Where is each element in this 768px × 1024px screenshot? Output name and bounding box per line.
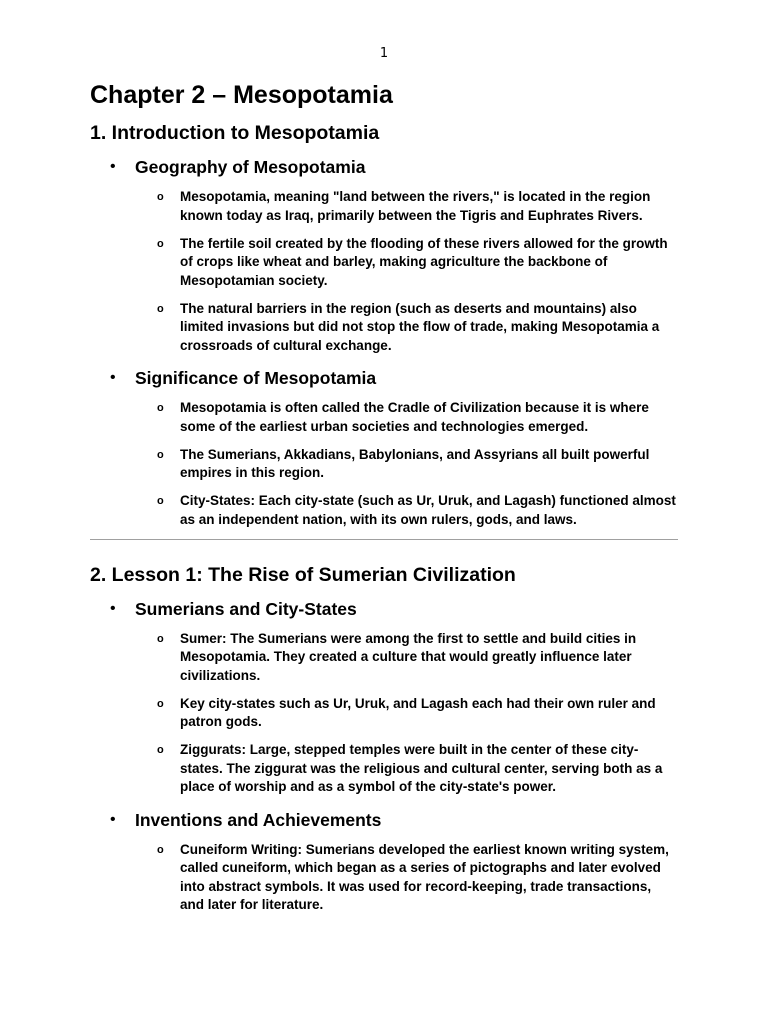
point-text: Key city-states such as Ur, Uruk, and Lagash each had their own ruler and patron gods. xyxy=(180,695,656,729)
point-list xyxy=(135,841,678,915)
list-item xyxy=(135,841,678,915)
point-text: The natural barriers in the region (such as deserts and mountains) also limited invasions but did not stop the flow of trade, making Mesopotamia a crossroads of cultural exchange. xyxy=(180,300,660,353)
list-item xyxy=(135,695,678,732)
section-introduction xyxy=(90,120,678,529)
bullet-icon: • xyxy=(110,599,116,617)
bullet-icon: • xyxy=(110,810,116,828)
sub-bullet-icon: o xyxy=(157,744,164,756)
sub-bullet-icon: o xyxy=(157,448,164,461)
section-lesson-1 xyxy=(90,562,678,915)
point-text: City-States: Each city-state (such as Ur, Uruk, and Lagash) functioned almost as an independent nation, with its own rulers, gods, and laws. xyxy=(180,493,676,527)
list-item xyxy=(135,188,678,225)
page-number: 1 xyxy=(379,46,389,61)
section-title: 1. Introduction to Mesopotamia xyxy=(90,122,380,144)
point-text: Cuneiform Writing: Sumerians developed the earliest known writing system, called cuneiform, which began as a series of pictographs and later evolved into abstract symbols. It was used for record-keeping, trade transactions, and later for literature. xyxy=(180,841,669,912)
topic-geography xyxy=(90,154,678,355)
point-text: Ziggurats: Large, stepped temples were built in the center of these city-states. The ziggurat was the religious and cultural center, serving both as a place of worship and as a symbol of the city-state's power. xyxy=(180,742,663,794)
topic-significance xyxy=(90,365,678,529)
bullet-icon: • xyxy=(110,369,116,386)
bullet-icon: • xyxy=(110,158,116,175)
point-list xyxy=(135,399,678,529)
point-text: Mesopotamia, meaning "land between the rivers," is located in the region known today as Iraq, primarily between the Tigris and Euphrates Rivers. xyxy=(180,189,651,223)
point-text: Sumer: The Sumerians were among the first to settle and build cities in Mesopotamia. They created a culture that would greatly influence later civilizations. xyxy=(180,630,637,683)
topic-title: Significance of Mesopotamia xyxy=(135,368,377,388)
point-list xyxy=(135,188,678,355)
sub-bullet-icon: o xyxy=(157,843,164,856)
topic-title: Sumerians and City-States xyxy=(135,598,357,619)
topic-inventions xyxy=(90,807,678,915)
sub-bullet-icon: o xyxy=(157,697,164,710)
list-item xyxy=(135,446,678,483)
list-item xyxy=(135,630,678,686)
point-text: The fertile soil created by the flooding of these rivers allowed for the growth of crops like wheat and barley, making agriculture the backbone of Mesopotamian society. xyxy=(180,235,668,288)
list-item xyxy=(135,492,678,529)
chapter-title: Chapter 2 – Mesopotamia xyxy=(90,81,393,109)
topic-sumerians xyxy=(90,596,678,797)
topic-title: Inventions and Achievements xyxy=(135,809,382,830)
point-text: The Sumerians, Akkadians, Babylonians, and Assyrians all built powerful empires in this region. xyxy=(180,446,650,480)
section-divider xyxy=(90,539,678,540)
sub-bullet-icon: o xyxy=(157,495,164,507)
list-item xyxy=(135,235,678,291)
point-list xyxy=(135,630,678,797)
list-item xyxy=(135,300,678,356)
sub-bullet-icon: o xyxy=(157,237,164,250)
sub-bullet-icon: o xyxy=(157,632,164,645)
topic-list xyxy=(90,154,678,529)
list-item xyxy=(135,741,678,797)
sub-bullet-icon: o xyxy=(157,402,164,414)
list-item xyxy=(135,399,678,436)
document-body xyxy=(90,78,678,924)
topic-title: Geography of Mesopotamia xyxy=(135,157,366,177)
topic-list xyxy=(90,596,678,915)
section-title: 2. Lesson 1: The Rise of Sumerian Civilization xyxy=(90,563,516,586)
sub-bullet-icon: o xyxy=(157,302,164,315)
sub-bullet-icon: o xyxy=(157,191,164,203)
point-text: Mesopotamia is often called the Cradle of Civilization because it is where some of the earliest urban societies and technologies emerged. xyxy=(180,400,649,434)
